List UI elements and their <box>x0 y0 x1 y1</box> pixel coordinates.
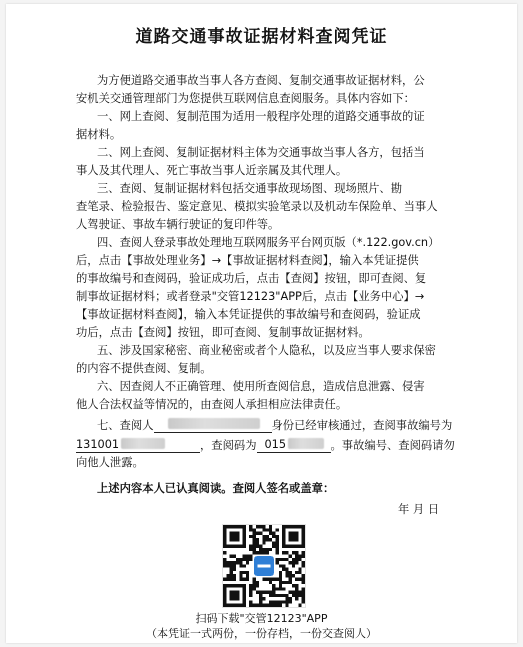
item-7-middle: 身份已经审核通过，查阅事故编号为 <box>271 419 453 432</box>
item-4-line-6: 功后，点击【查阅】按钮，即可查阅、复制事故证据材料。 <box>76 326 370 339</box>
redacted-name <box>168 418 260 429</box>
access-code-field <box>257 438 331 453</box>
item-4-line-2: 后，点击【事故处理业务】→【事故证据材料查阅】，输入本凭证提供 <box>76 254 419 267</box>
redacted-access-code <box>288 438 324 449</box>
item-3-line-2: 查笔录、检验报告、鉴定意见、模拟实验笔录以及机动车保险单、当事人 <box>76 200 438 213</box>
confirmation-statement: 上述内容本人已认真阅读。查阅人签名或盖章： <box>97 482 335 495</box>
item-7-suffix: 。事故编号、查阅码请勿 <box>330 439 455 452</box>
qr-caption: 扫码下载"交管12123"APP <box>195 612 328 625</box>
item-4-line-1: 四、查阅人登录事故处理地互联网服务平台网页版（*.122.gov.cn） <box>97 236 440 249</box>
redacted-accident-number <box>121 438 165 449</box>
accident-number: 131001 <box>76 438 120 451</box>
qr-code <box>222 524 306 608</box>
qr-code-image <box>223 525 305 607</box>
intro-line-2: 安机关交通管理部门为您提供互联网信息查阅服务。具体内容如下： <box>76 92 415 105</box>
item-7-code-label: ，查阅码为 <box>200 439 257 452</box>
item-4-line-5: 【事故证据材料查阅】，输入本凭证提供的事故编号和查阅码，验证成 <box>76 308 421 321</box>
item-3-line-1: 三、查阅、复制证据材料包括交通事故现场图、现场照片、勘 <box>97 182 403 195</box>
item-7-prefix: 七、查阅人 <box>97 419 154 432</box>
access-code: 015 <box>264 438 287 451</box>
item-6-line-2: 他人合法权益等情况的，由查阅人承担相应法律责任。 <box>76 398 348 411</box>
item-5-line-2: 的内容不提供查阅、复制。 <box>76 362 212 375</box>
voucher-page <box>6 4 517 643</box>
item-7-line-2 <box>6 438 523 453</box>
item-4-line-4: 制事故证据材料；或者登录"交管12123"APP后，点击【业务中心】→ <box>76 290 425 303</box>
item-2-line-2: 事人及其代理人、死亡事故当事人近亲属及其代理人。 <box>76 164 348 177</box>
requester-name-field <box>154 418 272 433</box>
date-line: 年 月 日 <box>398 503 440 516</box>
accident-number-field <box>76 438 200 453</box>
item-3-line-3: 人驾驶证、事故车辆行驶证的复印件等。 <box>76 218 280 231</box>
item-4-line-3: 的事故编号和查阅码，验证成功后，点击【查阅】按钮，即可查阅、复 <box>76 272 427 285</box>
item-2-line-1: 二、网上查阅、复制证据材料主体为交通事故当事人各方，包括当 <box>97 146 425 159</box>
intro-line-1: 为方便道路交通事故当事人各方查阅、复制交通事故证据材料，公 <box>97 74 425 87</box>
item-7-line-3: 向他人泄露。 <box>76 456 144 469</box>
copies-note: （本凭证一式两份，一份存档，一份交查阅人） <box>146 627 377 640</box>
item-7-line-1 <box>6 418 523 433</box>
item-1-line-1: 一、网上查阅、复制范围为适用一般程序处理的道路交通事故的证 <box>97 110 425 123</box>
item-5-line-1: 五、涉及国家秘密、商业秘密或者个人隐私，以及应当事人要求保密 <box>97 344 436 357</box>
document-title: 道路交通事故证据材料查阅凭证 <box>135 27 388 47</box>
item-6-line-1: 六、因查阅人不正确管理、使用所查阅信息，造成信息泄露、侵害 <box>97 380 425 393</box>
item-1-line-2: 据材料。 <box>76 128 122 141</box>
